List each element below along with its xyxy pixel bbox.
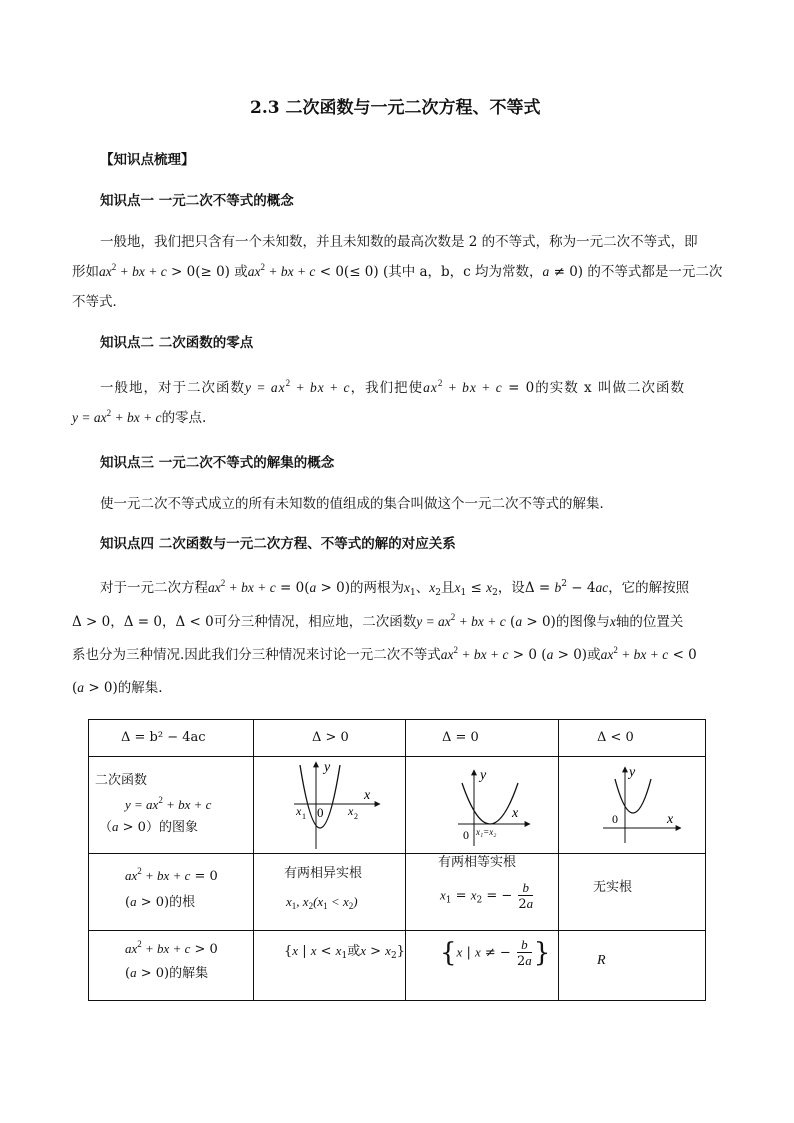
kp3-line1: 使一元二次不等式成立的所有未知数的值组成的集合叫做这个一元二次不等式的解集． [100,496,613,512]
parabola-one-root-graph [406,757,559,854]
kp1-heading: 知识点一 一元二次不等式的概念 [100,193,294,209]
section-heading: 【知识点梳理】 [100,152,195,168]
header-delta-eq: Δ = 0 [406,720,559,757]
row-roots-label: $ax^2$ + bx + c = 0 (a > 0)的根 [89,854,254,931]
x-axis-label: x [512,806,519,821]
origin-label: 0 [463,828,469,842]
root2-label: x [348,804,354,818]
graph-delta-eq [406,757,559,854]
solution-delta-lt: R [559,931,706,1001]
kp1-line2: 形如$ax^2$ + bx + c > 0(≥ 0) 或$ax^2$ + bx + c < 0(≤ 0) (其中 a，b，c 均为常数，a ≠ 0) 的不等式都是一元二次 [72,262,723,280]
kp4-line1: 对于一元二次方程$ax^2$ + bx + c = 0(a > 0)的两根为$x_1$、$x_2$且$x_1 \le x_2$，设$\Delta = b^2 - 4ac$，它的解按照 [100,578,690,598]
kp2-line2: $y = ax^2$ + bx + c的零点. [72,408,207,426]
kp1-line1: 一般地，我们把只含有一个未知数，并且未知数的最高次数是 2 的不等式，称为一元二次不等式，即 [100,234,698,250]
row-solution-label: $ax^2$ + bx + c > 0 (a > 0)的解集 [89,931,254,1001]
kp4-line2: Δ > 0，Δ = 0，Δ < 0可分三种情况，相应地，二次函数$y = ax^2$ + bx + c (a > 0)的图像与x轴的位置关 [72,612,684,630]
header-delta: Δ = b² − 4ac [89,720,254,757]
root1-subscript: 1 [302,812,306,821]
origin-label: 0 [612,812,618,826]
correspondence-table [88,719,706,1001]
kp2-line1: 一般地，对于二次函数$y = ax^2$ + bx + c，我们把使$ax^2$ + bx + c = 0的实数 x 叫做二次函数 [100,378,685,396]
root2-subscript: 2 [354,812,358,821]
solution-delta-eq: {x | x ≠ − $\frac{b}{2a}$ } [406,931,559,1001]
parabola-curve [462,783,518,824]
x-axis-label: x [364,788,371,803]
roots-delta-eq: 有两相等实根 $x_1 = x_2$ = − $\frac{b}{2a}$ [406,854,559,931]
kp2-heading: 知识点二 二次函数的零点 [100,335,254,351]
kp3-heading: 知识点三 一元二次不等式的解集的概念 [100,455,335,471]
page-title: 2.3 二次函数与一元二次方程、不等式 [250,98,541,118]
row-graph-label: 二次函数 $y = ax^2$ + bx + c （a > 0）的图象 [89,757,254,854]
root1-label: x [296,804,302,818]
y-axis-label: y [629,765,636,780]
kp4-line4: (a > 0)的解集. [72,680,163,696]
graph-delta-gt [254,757,406,854]
header-delta-gt: Δ > 0 [254,720,406,757]
solution-delta-gt: {x | $x < x_1$或$x > x_2$} [254,931,406,1001]
parabola-no-root-graph [559,757,706,854]
x-axis-label: x [667,812,674,827]
graph-delta-lt [559,757,706,854]
parabola-curve [615,779,651,813]
parabola-two-roots-graph [254,757,406,854]
kp4-heading: 知识点四 二次函数与一元二次方程、不等式的解的对应关系 [100,536,456,552]
y-axis-label: y [324,760,331,775]
y-axis-label: y [480,768,487,783]
kp4-line3: 系也分为三种情况.因此我们分三种情况来讨论一元二次不等式$ax^2$ + bx + c > 0 (a > 0)或$ax^2$ + bx + c < 0 [72,645,697,663]
roots-delta-gt: 有两相异实根 $x_1$, $x_2(x_1 < x_2)$ [254,854,406,931]
origin-label: 0 [317,805,324,820]
header-delta-lt: Δ < 0 [559,720,706,757]
roots-delta-lt: 无实根 [559,854,706,931]
double-root-label: x₁=x₂ [476,827,497,837]
kp1-line3: 不等式． [72,294,126,310]
